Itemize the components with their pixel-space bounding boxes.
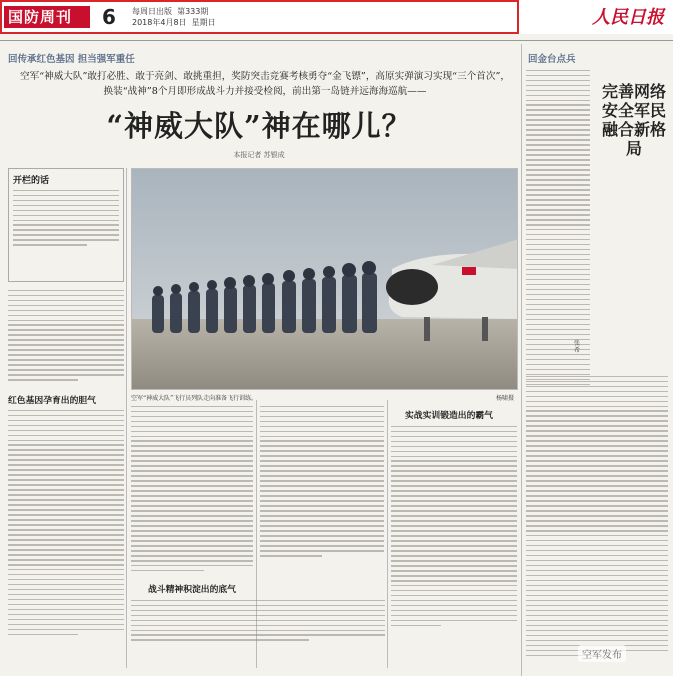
- newspaper-logo: 人民日报: [592, 7, 664, 28]
- body-text-col1: [8, 406, 124, 639]
- body-text-col23-bottom: [131, 596, 385, 644]
- article-deck: 空军“神威大队”敢打必胜、敢于亮剑、敢挑重担，奖防突击竞赛考核勇夺“金飞镖”，高原实弹演习实现“三个首次”，换装“战神”8个月即形成战斗力并接受检阅，前出第一岛链并远海海巡航——: [20, 71, 510, 97]
- date-label: 2018年4月8日: [132, 18, 187, 27]
- column-divider: [126, 168, 127, 668]
- masthead: [0, 0, 673, 34]
- right-column-author: 张希: [574, 340, 581, 354]
- page-info: [132, 6, 216, 28]
- photo-caption: [131, 393, 518, 402]
- column-divider: [387, 400, 388, 668]
- caption-text: 空军“神威大队”飞行员列队走向准备飞行训练。: [131, 395, 258, 402]
- body-text-col2: [131, 402, 253, 575]
- edition-label: 每周日出版: [132, 7, 172, 16]
- photo-credit: 杨啸摄: [495, 395, 514, 402]
- subhead-3: 实战实训锻造出的霸气: [405, 411, 493, 421]
- top-rule: [0, 40, 673, 41]
- right-col-text-bottom: [526, 372, 668, 660]
- issue-label: 第333期: [177, 7, 209, 16]
- page-number: 6: [102, 5, 116, 29]
- right-column-title: 完善网络安全军民融合新格局: [601, 82, 666, 158]
- body-text-col3-top: [260, 402, 384, 560]
- section-title: 国防周刊: [4, 6, 90, 28]
- sidebar-text: [13, 190, 119, 246]
- sidebar-title: 开栏的话: [13, 176, 50, 186]
- body-text-col4: [391, 422, 517, 630]
- article-headline: “神威大队”神在哪儿？: [106, 109, 412, 143]
- subhead-2: 战斗精神积淀出的底气: [148, 585, 236, 595]
- main-kicker: 回传承红色基因 担当强军重任: [8, 54, 135, 65]
- pilots-aircraft-photo: [132, 169, 518, 390]
- subhead-1: 红色基因孕育出的胆气: [8, 396, 96, 406]
- body-text-col1-top: [8, 286, 124, 384]
- source-watermark: 空军发布: [578, 645, 626, 662]
- sidebar-box: [8, 168, 124, 282]
- right-kicker: 回金台点兵: [528, 54, 576, 65]
- weekday-label: 星期日: [191, 18, 216, 27]
- article-photo: [131, 168, 518, 390]
- article-byline: 本报记者 苏银成: [233, 151, 285, 159]
- column-divider: [521, 44, 522, 676]
